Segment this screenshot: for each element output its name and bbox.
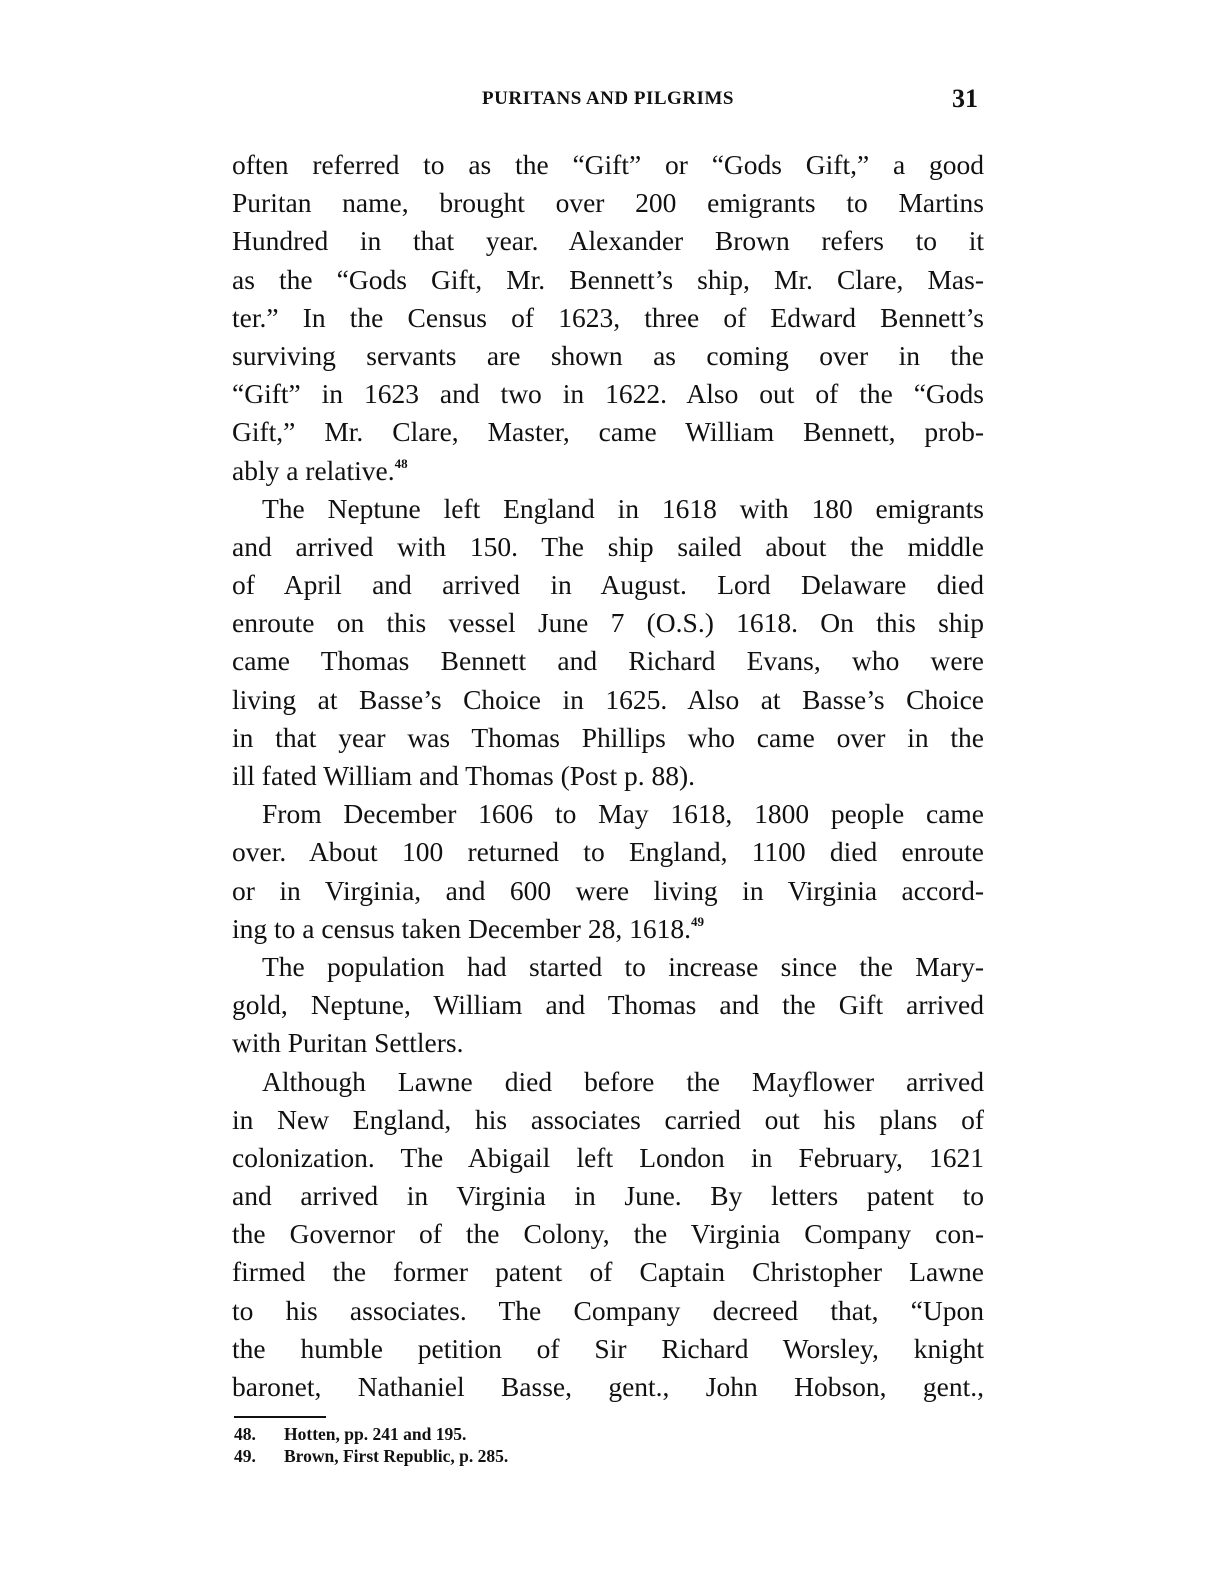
text-line	[232, 1368, 984, 1406]
text-line	[232, 490, 984, 528]
text-line	[232, 757, 984, 795]
text-line	[232, 566, 984, 604]
line-text: enroute on this vessel June 7 (O.S.) 1618. On this ship	[232, 607, 984, 639]
footnote-number: 49.	[234, 1446, 256, 1466]
text-line	[232, 986, 984, 1024]
text-line	[232, 1292, 984, 1330]
text-line	[232, 1063, 984, 1101]
line-text: ter.” In the Census of 1623, three of Edward Bennett’s	[232, 301, 984, 333]
text-line	[232, 299, 984, 337]
running-head	[232, 84, 984, 120]
page-number: 31	[952, 84, 978, 113]
line-text: to his associates. The Company decreed that, “Upon	[232, 1294, 984, 1326]
text-line	[232, 222, 984, 260]
text-line	[232, 184, 984, 222]
text-line	[232, 833, 984, 871]
line-text: in New England, his associates carried out his plans of	[232, 1103, 984, 1135]
line-text: or in Virginia, and 600 were living in Virginia accord-	[232, 874, 984, 906]
footnote-text: Brown, First Republic, p. 285.	[284, 1446, 509, 1466]
line-text: often referred to as the “Gift” or “Gods Gift,” a good	[232, 149, 984, 180]
paragraph	[232, 1063, 984, 1407]
footnote-number: 48.	[234, 1424, 256, 1444]
text-line	[232, 452, 984, 490]
line-text: Gift,” Mr. Clare, Master, came William Bennett, prob-	[232, 416, 984, 448]
paragraph	[232, 795, 984, 948]
body-text	[232, 146, 984, 1406]
text-line	[232, 1139, 984, 1177]
line-text: firmed the former patent of Captain Christopher Lawne	[232, 1256, 984, 1288]
text-line	[232, 910, 984, 948]
line-text: baronet, Nathaniel Basse, gent., John Hobson, gent.,	[232, 1371, 984, 1402]
line-text: living at Basse’s Choice in 1625. Also at Basse’s Choice	[232, 683, 984, 715]
line-text: Although Lawne died before the Mayflower arrived	[262, 1065, 984, 1097]
footnote-divider	[234, 1416, 326, 1418]
text-line	[232, 375, 984, 413]
line-text: The Neptune left England in 1618 with 180 emigrants	[262, 492, 984, 524]
paragraph	[232, 948, 984, 1063]
text-line	[232, 1215, 984, 1253]
text-line	[232, 719, 984, 757]
text-line	[232, 681, 984, 719]
line-text: ing to a census taken December 28, 1618.	[232, 912, 691, 944]
footnote-49	[234, 1445, 984, 1467]
line-text: gold, Neptune, William and Thomas and the Gift arrived	[232, 989, 984, 1021]
line-text: Puritan name, brought over 200 emigrants to Martins	[232, 187, 984, 219]
line-text: with Puritan Settlers.	[232, 1027, 464, 1059]
line-text: the Governor of the Colony, the Virginia Company con-	[232, 1218, 984, 1250]
line-text: came Thomas Bennett and Richard Evans, who were	[232, 645, 984, 677]
line-text: of April and arrived in August. Lord Delaware died	[232, 569, 984, 601]
footnote-48	[234, 1423, 984, 1445]
text-line	[232, 146, 984, 184]
footnote-reference: 49	[690, 913, 704, 929]
text-line	[232, 1177, 984, 1215]
running-title: PURITANS AND PILGRIMS	[482, 88, 734, 109]
footnotes	[234, 1423, 984, 1467]
footnote-text: Hotten, pp. 241 and 195.	[284, 1424, 467, 1444]
paragraph	[232, 490, 984, 796]
line-text: over. About 100 returned to England, 1100 died enroute	[232, 836, 984, 868]
paragraph	[232, 146, 984, 490]
text-line	[232, 872, 984, 910]
line-text: From December 1606 to May 1618, 1800 people came	[262, 798, 984, 830]
text-line	[232, 948, 984, 986]
footnote-reference: 48	[394, 455, 408, 471]
text-line	[232, 795, 984, 833]
line-text: “Gift” in 1623 and two in 1622. Also out of the “Gods	[232, 378, 984, 410]
line-text: as the “Gods Gift, Mr. Bennett’s ship, Mr. Clare, Mas-	[232, 263, 984, 295]
line-text: the humble petition of Sir Richard Worsley, knight	[232, 1332, 984, 1364]
line-text: in that year was Thomas Phillips who came over in the	[232, 721, 984, 753]
line-text: colonization. The Abigail left London in February, 1621	[232, 1141, 984, 1173]
text-line	[232, 261, 984, 299]
text-line	[232, 1253, 984, 1291]
text-line	[232, 337, 984, 375]
text-line	[232, 604, 984, 642]
line-text: ably a relative.	[232, 454, 395, 486]
line-text: and arrived in Virginia in June. By letters patent to	[232, 1180, 984, 1212]
line-text: surviving servants are shown as coming over in the	[232, 339, 984, 371]
text-line	[232, 413, 984, 451]
text-line	[232, 1330, 984, 1368]
text-line	[232, 642, 984, 680]
line-text: ill fated William and Thomas (Post p. 88).	[232, 760, 696, 791]
line-text: Hundred in that year. Alexander Brown refers to it	[232, 225, 984, 257]
line-text: and arrived with 150. The ship sailed about the middle	[232, 530, 984, 562]
text-line	[232, 1024, 984, 1062]
line-text: The population had started to increase since the Mary-	[262, 950, 984, 982]
text-line	[232, 528, 984, 566]
text-line	[232, 1101, 984, 1139]
